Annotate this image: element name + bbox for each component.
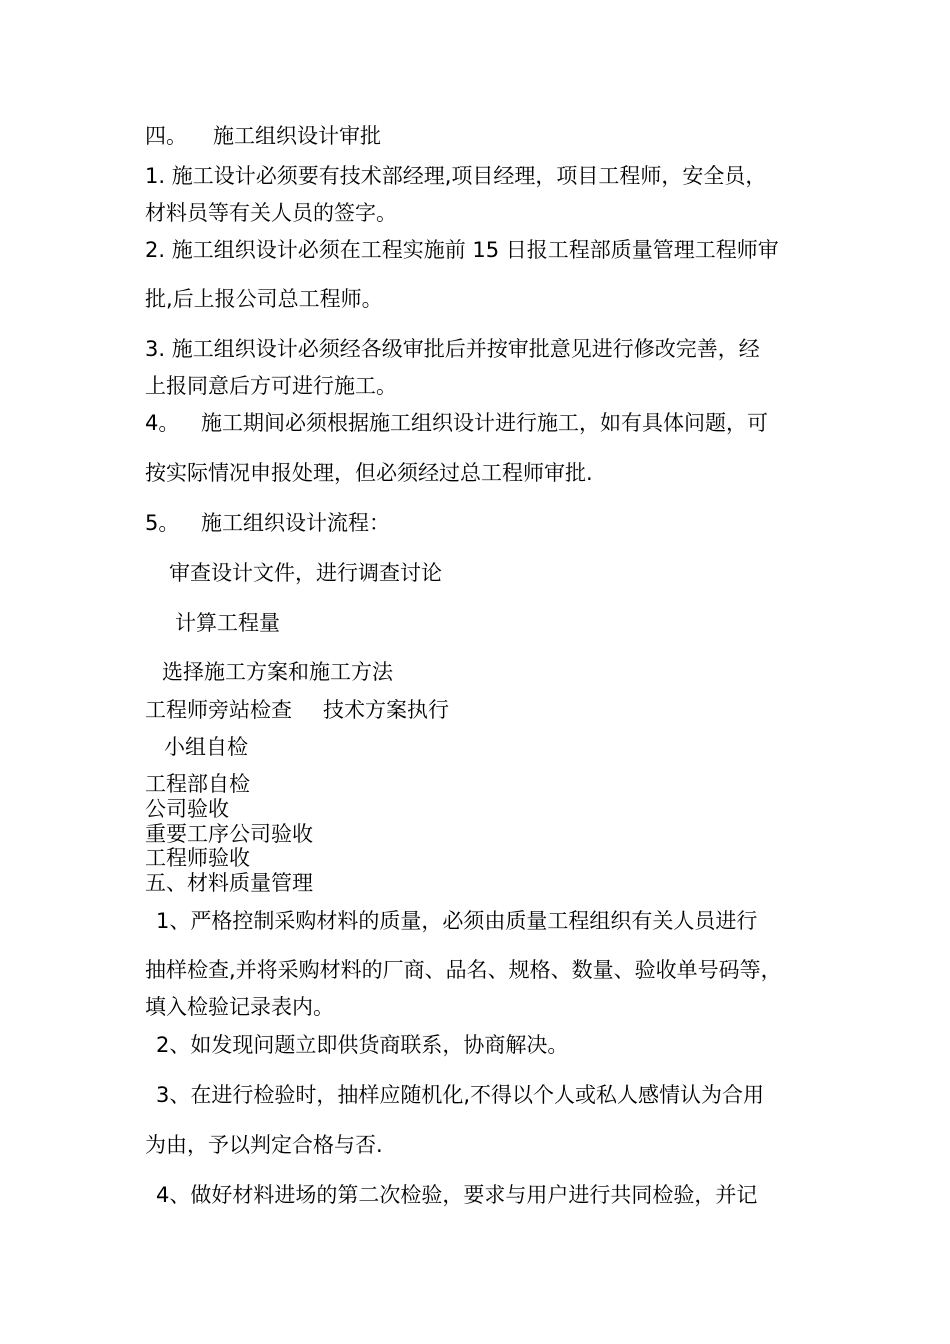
- flow-step: 小组自检: [164, 735, 248, 759]
- flow-step: 工程师验收: [145, 846, 250, 870]
- paragraph-line: 上报同意后方可进行施工。: [145, 374, 397, 398]
- paragraph-line: 施工期间必须根据施工组织设计进行施工，如有具体问题，可: [201, 411, 768, 435]
- paragraph-line: 3、在进行检验时，抽样应随机化,不得以个人或私人感情认为合用: [156, 1083, 765, 1107]
- paragraph-line: 填入检验记录表内。: [145, 995, 334, 1019]
- paragraph-line: 按实际情况申报处理，但必须经过总工程师审批.: [145, 461, 593, 485]
- flow-step: 审查设计文件，进行调查讨论: [169, 561, 442, 585]
- section-title: 施工组织设计审批: [213, 124, 381, 148]
- paragraph-line: 4、做好材料进场的第二次检验，要求与用户进行共同检验，并记: [156, 1183, 758, 1207]
- paragraph-line: 施工组织设计流程：: [201, 511, 390, 535]
- flow-step: 选择施工方案和施工方法: [162, 660, 393, 684]
- flow-step: 工程师旁站检查: [145, 698, 292, 722]
- paragraph-line: 1、严格控制采购材料的质量，必须由质量工程组织有关人员进行: [156, 909, 758, 933]
- paragraph-line: 2. 施工组织设计必须在工程实施前 15 日报工程部质量管理工程师审: [145, 238, 779, 262]
- paragraph-line: 批,后上报公司总工程师。: [145, 287, 383, 311]
- flow-step: 公司验收: [145, 797, 229, 821]
- flow-step: 技术方案执行: [323, 698, 449, 722]
- section-number: 四。: [145, 124, 187, 148]
- paragraph-line: 抽样检查,并将采购材料的厂商、品名、规格、数量、验收单号码等，: [145, 958, 782, 982]
- flow-step: 计算工程量: [175, 611, 280, 635]
- list-number: 4。: [145, 411, 180, 435]
- flow-step: 工程部自检: [145, 772, 250, 796]
- paragraph-line: 1. 施工设计必须要有技术部经理,项目经理，项目工程师，安全员，: [145, 164, 767, 188]
- flow-step: 重要工序公司验收: [145, 822, 313, 846]
- section-title: 五、材料质量管理: [145, 871, 313, 895]
- paragraph-line: 材料员等有关人员的签字。: [145, 201, 397, 225]
- paragraph-line: 为由，予以判定合格与否.: [145, 1133, 383, 1157]
- paragraph-line: 3. 施工组织设计必须经各级审批后并按审批意见进行修改完善，经: [145, 337, 760, 361]
- paragraph-line: 2、如发现问题立即供货商联系，协商解决。: [156, 1033, 569, 1057]
- list-number: 5。: [145, 511, 180, 535]
